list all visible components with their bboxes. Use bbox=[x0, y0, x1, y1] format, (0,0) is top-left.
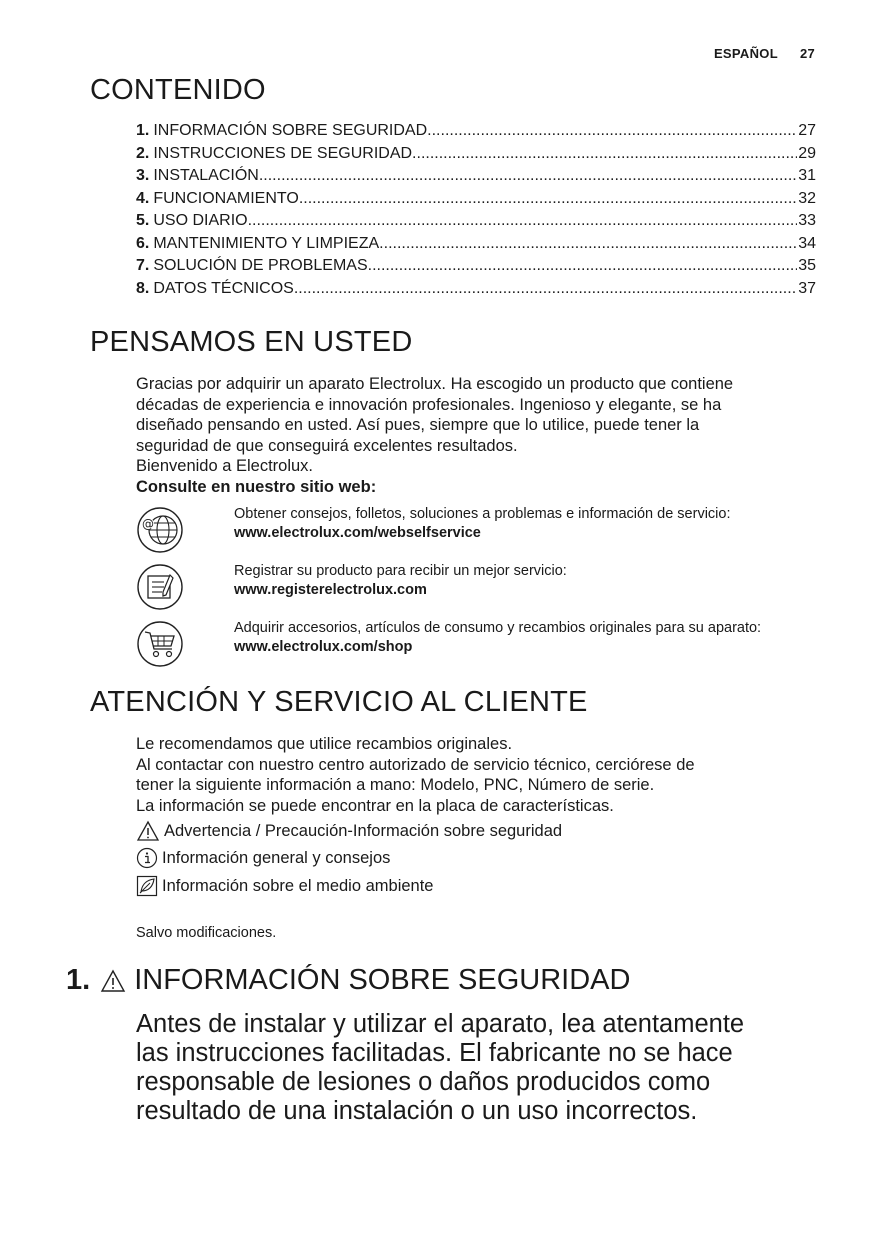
toc-label: INSTRUCCIONES DE SEGURIDAD bbox=[153, 144, 413, 162]
shopping-cart-icon bbox=[136, 619, 184, 667]
service-text: Adquirir accesorios, artículos de consumo y recambios originales para su aparato: bbox=[234, 620, 762, 636]
legend-item-info bbox=[136, 845, 562, 873]
toc-item-1[interactable] bbox=[136, 122, 816, 145]
contents-title: CONTENIDO bbox=[90, 74, 266, 106]
toc-label: USO DIARIO bbox=[153, 212, 248, 229]
register-product-icon bbox=[136, 562, 184, 610]
legend-text: Información sobre el medio ambiente bbox=[162, 876, 434, 895]
toc-page: 37 bbox=[798, 279, 816, 297]
service-link[interactable]: www.registerelectrolux.com bbox=[234, 582, 427, 598]
toc-page: 35 bbox=[798, 257, 816, 274]
toc-item-4[interactable] bbox=[136, 190, 816, 213]
text-line: Gracias por adquirir un aparato Electrolux. Ha escogido un producto que contiene bbox=[136, 375, 734, 393]
table-of-contents bbox=[136, 122, 816, 302]
toc-num: 3. bbox=[136, 167, 150, 184]
text-line: responsable de lesiones o daños producidos como bbox=[136, 1068, 711, 1096]
toc-page: 29 bbox=[798, 144, 816, 162]
toc-label: MANTENIMIENTO Y LIMPIEZA bbox=[153, 234, 380, 252]
service-link[interactable]: www.electrolux.com/shop bbox=[234, 639, 413, 655]
subject-to-change-note: Salvo modificaciones. bbox=[136, 925, 277, 941]
toc-page: 32 bbox=[798, 189, 816, 207]
customer-care-paragraph bbox=[136, 734, 695, 816]
web-label: Consulte en nuestro sitio web: bbox=[136, 477, 377, 496]
toc-item-7[interactable] bbox=[136, 257, 816, 280]
legend-text: Información general y consejos bbox=[162, 849, 391, 868]
text-line: las instrucciones facilitadas. El fabricante no se hace bbox=[136, 1039, 733, 1067]
toc-page: 34 bbox=[798, 234, 816, 252]
page-header bbox=[714, 46, 815, 61]
text-line: seguridad de que conseguirá excelentes resultados. bbox=[136, 436, 518, 455]
text-line: diseñado pensando en usted. Así pues, siempre que lo utilice, puede tener la bbox=[136, 416, 700, 434]
info-icon bbox=[136, 847, 158, 869]
toc-label: DATOS TÉCNICOS bbox=[153, 279, 294, 297]
legend-text: Advertencia / Precaución-Información sobre seguridad bbox=[164, 821, 563, 840]
toc-item-8[interactable] bbox=[136, 280, 816, 303]
language-label: ESPAÑOL bbox=[713, 46, 778, 61]
toc-item-6[interactable] bbox=[136, 235, 816, 258]
warning-triangle-icon bbox=[136, 820, 160, 842]
toc-label: FUNCIONAMIENTO bbox=[153, 189, 299, 207]
page-number: 27 bbox=[799, 46, 815, 61]
toc-page: 27 bbox=[798, 122, 816, 139]
customer-care-title: ATENCIÓN Y SERVICIO AL CLIENTE bbox=[90, 686, 588, 718]
toc-num: 6. bbox=[136, 234, 150, 252]
legend-item-environment bbox=[136, 872, 562, 900]
toc-num: 4. bbox=[136, 189, 150, 207]
text-line: tener la siguiente información a mano: Modelo, PNC, Número de serie. bbox=[136, 776, 655, 794]
safety-heading bbox=[66, 964, 630, 997]
globe-at-icon bbox=[136, 505, 184, 553]
safety-title: INFORMACIÓN SOBRE SEGURIDAD bbox=[134, 964, 631, 996]
text-line: Bienvenido a Electrolux. bbox=[136, 457, 314, 475]
thinking-paragraph bbox=[136, 374, 733, 497]
section-number: 1. bbox=[66, 964, 91, 996]
toc-item-5[interactable] bbox=[136, 212, 816, 235]
text-line: Al contactar con nuestro centro autorizado de servicio técnico, cerciórese de bbox=[136, 755, 695, 774]
warning-triangle-icon bbox=[100, 969, 126, 993]
service-text: Registrar su producto para recibir un mejor servicio: bbox=[234, 563, 567, 579]
toc-page: 33 bbox=[798, 212, 816, 229]
service-link[interactable]: www.electrolux.com/webselfservice bbox=[234, 525, 481, 541]
toc-label: INSTALACIÓN bbox=[153, 167, 259, 184]
thinking-title: PENSAMOS EN USTED bbox=[90, 326, 413, 358]
toc-num: 7. bbox=[136, 257, 150, 274]
text-line: resultado de una instalación o un uso incorrectos. bbox=[136, 1097, 698, 1125]
toc-num: 2. bbox=[136, 144, 150, 162]
text-line: La información se puede encontrar en la placa de características. bbox=[136, 796, 614, 815]
legend-item-warning bbox=[136, 817, 562, 845]
symbol-legend bbox=[136, 817, 562, 900]
text-line: décadas de experiencia e innovación profesionales. Ingenioso y elegante, se ha bbox=[136, 395, 722, 414]
toc-item-2[interactable] bbox=[136, 145, 816, 168]
environment-leaf-icon bbox=[136, 875, 158, 897]
text-line: Antes de instalar y utilizar el aparato, lea atentamente bbox=[136, 1010, 745, 1038]
text-line: Le recomendamos que utilice recambios originales. bbox=[136, 735, 513, 753]
toc-label: INFORMACIÓN SOBRE SEGURIDAD bbox=[153, 122, 428, 139]
toc-num: 1. bbox=[136, 122, 150, 139]
toc-label: SOLUCIÓN DE PROBLEMAS bbox=[153, 257, 368, 274]
svg-text:@: @ bbox=[142, 517, 154, 531]
service-text: Obtener consejos, folletos, soluciones a problemas e información de servicio: bbox=[234, 506, 731, 522]
toc-num: 5. bbox=[136, 212, 150, 229]
toc-num: 8. bbox=[136, 279, 150, 297]
toc-page: 31 bbox=[798, 167, 816, 184]
safety-warning-text bbox=[136, 1010, 836, 1126]
toc-item-3[interactable] bbox=[136, 167, 816, 190]
